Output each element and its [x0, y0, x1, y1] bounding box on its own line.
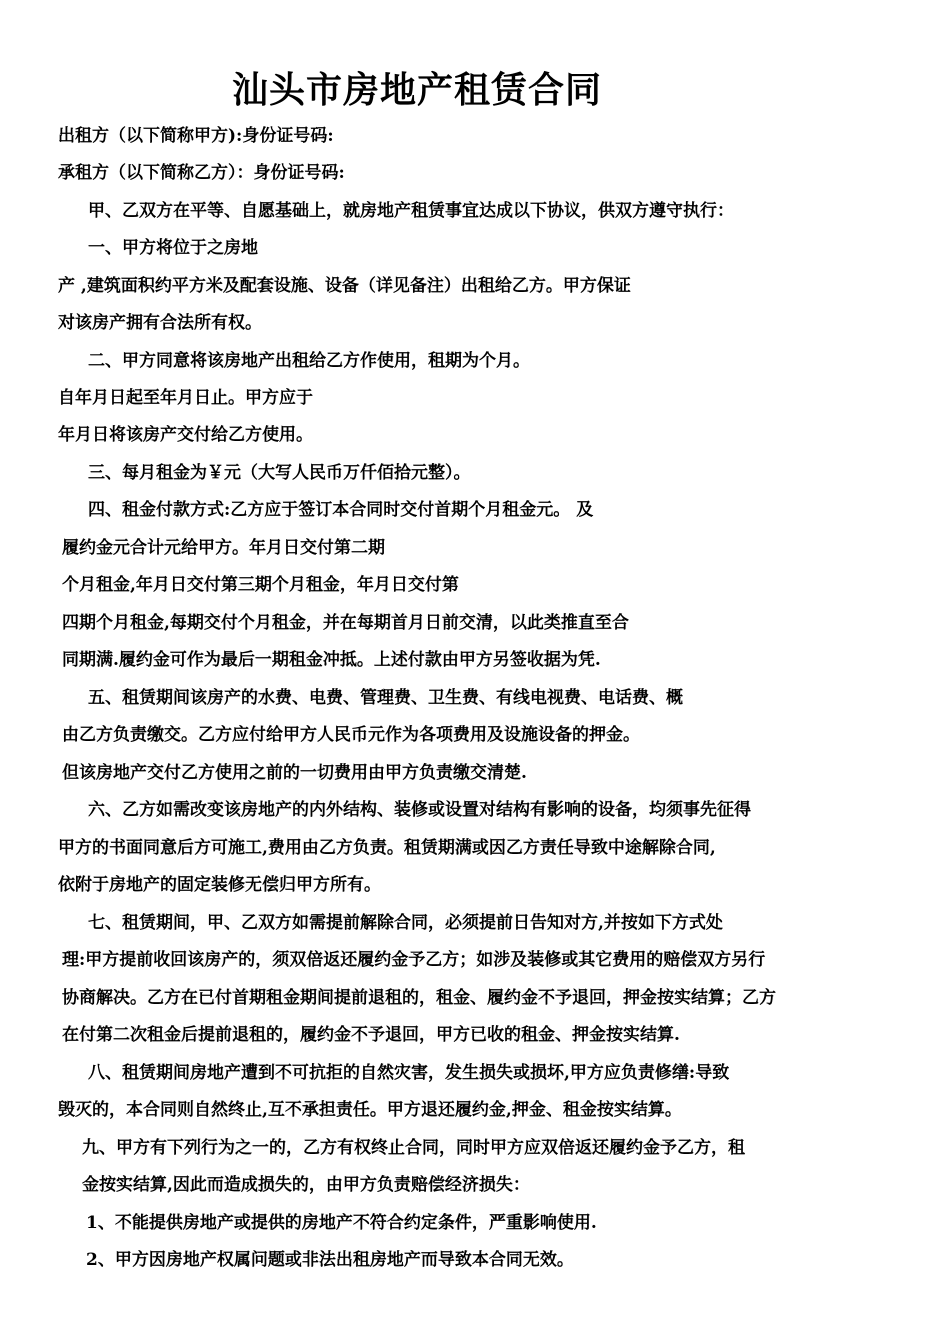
paragraph-line: 2、甲方因房地产权属问题或非法出租房地产而导致本合同无效。	[86, 1250, 574, 1270]
paragraph-line: 在付第二次租金后提前退租的，履约金不予退回，甲方已收的租金、押金按实结算.	[62, 1025, 680, 1045]
paragraph-line: 履约金元合计元给甲方。年月日交付第二期	[62, 538, 385, 558]
paragraph-line: 自年月日起至年月日止。甲方应于	[58, 388, 313, 408]
paragraph-line: 对该房产拥有合法所有权。	[58, 313, 262, 333]
paragraph-line: 产 ,建筑面积约平方米及配套设施、设备（详见备注）出租给乙方。甲方保证	[58, 276, 631, 296]
paragraph-line: 依附于房地产的固定装修无偿归甲方所有。	[58, 875, 381, 895]
paragraph-line: 四期个月租金,每期交付个月租金，并在每期首月日前交清，以此类推直至合	[62, 613, 629, 633]
paragraph-line: 八、租赁期间房地产遭到不可抗拒的自然灾害，发生损失或损坏,甲方应负责修缮:导致	[88, 1063, 730, 1083]
paragraph-line: 个月租金,年月日交付第三期个月租金，年月日交付第	[62, 575, 459, 595]
paragraph-line: 四、租金付款方式:乙方应于签订本合同时交付首期个月租金元。 及	[88, 500, 594, 520]
paragraph-line: 协商解决。乙方在已付首期租金期间提前退租的，租金、履约金不予退回，押金按实结算；乙方	[62, 988, 776, 1008]
paragraph-line: 七、租赁期间，甲、乙双方如需提前解除合同，必须提前日告知对方,并按如下方式处	[88, 913, 723, 933]
paragraph-line: 金按实结算,因此而造成损失的，由甲方负责赔偿经济损失：	[82, 1175, 530, 1195]
paragraph-line: 甲、乙双方在平等、自愿基础上，就房地产租赁事宜达成以下协议，供双方遵守执行：	[88, 201, 734, 221]
paragraph-line: 但该房地产交付乙方使用之前的一切费用由甲方负责缴交清楚.	[62, 763, 527, 783]
paragraph-line: 1、不能提供房地产或提供的房地产不符合约定条件，严重影响使用.	[86, 1213, 597, 1233]
paragraph-line: 出租方（以下简称甲方):身份证号码:	[58, 126, 334, 146]
paragraph-line: 一、甲方将位于之房地	[88, 238, 258, 258]
paragraph-line: 理:甲方提前收回该房产的，须双倍返还履约金予乙方；如涉及装修或其它费用的赔偿双方另行	[62, 950, 766, 970]
paragraph-line: 承租方（以下简称乙方）：身份证号码:	[58, 163, 345, 183]
paragraph-line: 九、甲方有下列行为之一的，乙方有权终止合同，同时甲方应双倍返还履约金予乙方，租	[82, 1138, 745, 1158]
document-title: 汕头市房地产租赁合同	[232, 69, 603, 111]
paragraph-line: 同期满.履约金可作为最后一期租金冲抵。上述付款由甲方另签收据为凭.	[62, 650, 601, 670]
paragraph-line: 毁灭的，本合同则自然终止,互不承担责任。甲方退还履约金,押金、租金按实结算。	[58, 1100, 682, 1120]
paragraph-line: 甲方的书面同意后方可施工,费用由乙方负责。租赁期满或因乙方责任导致中途解除合同,	[58, 838, 716, 858]
paragraph-line: 五、租赁期间该房产的水费、电费、管理费、卫生费、有线电视费、电话费、概	[88, 688, 683, 708]
paragraph-line: 六、乙方如需改变该房地产的内外结构、装修或设置对结构有影响的设备，均须事先征得	[88, 800, 751, 820]
paragraph-line: 由乙方负责缴交。乙方应付给甲方人民币元作为各项费用及设施设备的押金。	[62, 725, 640, 745]
paragraph-line: 二、甲方同意将该房地产出租给乙方作使用，租期为个月。	[88, 351, 530, 371]
paragraph-line: 年月日将该房产交付给乙方使用。	[58, 425, 313, 445]
paragraph-line: 三、每月租金为￥元（大写人民币万仟佰拾元整）。	[88, 463, 471, 483]
